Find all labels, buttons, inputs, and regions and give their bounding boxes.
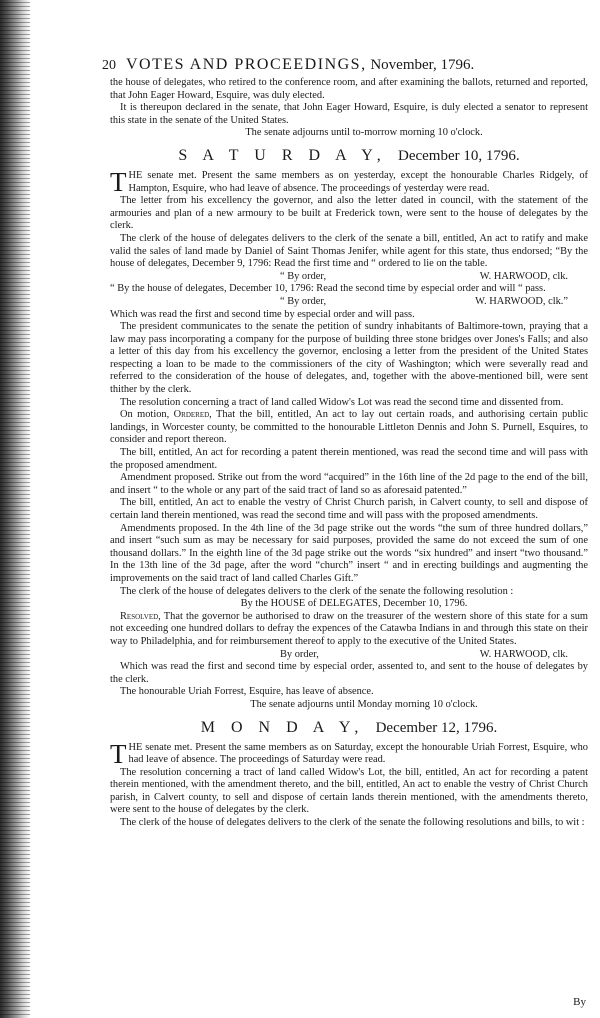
- intro-paragraph-1: the house of delegates, who retired to the conference room, and after examining the ballots, returned and reported, that John Eager Howard, Esquire, was duly elected.: [110, 77, 588, 101]
- saturday-paragraph-8-text: That the bill, entitled, An act to lay out certain roads, and authorising certain public landings, in Worcester county, be committed to the honourable Littleton Dennis and John S. Purnell, Esquires, to consider and report thereon.: [110, 409, 588, 446]
- saturday-paragraph-8-lead: On motion,: [120, 409, 170, 421]
- signature-2-right: W. HARWOOD, clk.”: [475, 295, 568, 307]
- saturday-paragraph-1-text: HE senate met. Present the same members as on yesterday, except the honourable Charles Ridgely, of Hampton, Esquire, who had leave of absence. The proceedings of yesterday were read.: [128, 169, 588, 194]
- monday-paragraph-2: The resolution concerning a tract of land called Widow's Lot, the bill, entitled, An act for recording a patent therein mentioned, with the amendment thereto, and the bill, entitled, An act to enable the vestry of Christ Church parish, in Calvert county, to sell and dispose of certain lands therein mentioned, with the amendments thereto, were sent to the house of delegates by the clerk.: [110, 766, 588, 816]
- saturday-paragraph-5: Which was read the first and second time by especial order and will pass.: [110, 308, 415, 320]
- saturday-paragraph-14: [110, 611, 588, 649]
- saturday-paragraph-14-text: That the governor be authorised to draw on the treasurer of the western shore of this state for a sum not exceeding one hundred dollars to defray the expences of the Catawba Indians in and through this state on their way to Philadelphia, and for reimbursement thereof to apply to the executive of the United States.: [110, 610, 588, 647]
- monday-paragraph-1: [110, 738, 588, 769]
- document-page: [102, 56, 588, 830]
- signature-1-left: “ By order,: [280, 270, 327, 282]
- signature-3-left: By order,: [280, 648, 319, 660]
- monday-paragraph-1-text: HE senate met. Present the same members as on Saturday, except the honourable Uriah Forrest, Esquire, who had leave of absence. The proceedings of Saturday were read.: [128, 741, 588, 766]
- saturday-paragraph-12: Amendments proposed. In the 4th line of the 3d page strike out the words “the sum of three hundred dollars,” and insert “such sum as may be necessary for said purposes, provided the same do not exceed the sum of one thousand dollars.” In the eighth line of the 3d page strike out the words “six hundred” and insert “two thousand.” In the 13th line of the 3d page, after the word “church” insert “ and in erecting buildings and augmenting the improvements on the said tract of land called Charles Gift.”: [110, 522, 588, 584]
- monday-day: M O N D A Y,: [200, 718, 365, 736]
- page-spine-shadow: [0, 0, 30, 1018]
- monday-dropcap: T: [110, 738, 127, 769]
- intro-adjourn: The senate adjourns until to-morrow morning 10 o'clock.: [245, 127, 483, 139]
- signature-3: [110, 649, 588, 662]
- ordered-label: Ordered,: [173, 409, 212, 421]
- saturday-paragraph-8: [110, 409, 588, 447]
- saturday-paragraph-7: The resolution concerning a tract of land called Widow's Lot was read the second time and dissented from.: [120, 396, 564, 408]
- page-number: 20: [102, 58, 116, 73]
- saturday-day: S A T U R D A Y,: [178, 146, 387, 164]
- saturday-paragraph-4: “ By the house of delegates, December 10, 1796: Read the second time by especial order and will “ pass.: [110, 283, 546, 295]
- signature-3-right: W. HARWOOD, clk.: [479, 648, 568, 660]
- saturday-paragraph-3: The clerk of the house of delegates delivers to the clerk of the senate a bill, entitled, An act to ratify and make valid the sales of land made by Daniel of Saint Thomas Jenifer, while agent for this state, thus endorsed; “By the house of delegates, December 9, 1796: Read the first time and “ ordered to lie on the table.: [110, 232, 588, 270]
- monday-heading: [110, 718, 588, 738]
- signature-1-right: W. HARWOOD, clk.: [479, 270, 568, 282]
- saturday-dropcap: T: [110, 166, 127, 197]
- signature-2-left: “ By order,: [280, 295, 327, 307]
- running-date: November, 1796.: [370, 57, 475, 73]
- saturday-paragraph-16: The honourable Uriah Forrest, Esquire, has leave of absence.: [120, 686, 374, 698]
- saturday-paragraph-15: Which was read the first and second time by especial order, assented to, and sent to the house of delegates by the clerk.: [110, 661, 588, 685]
- saturday-paragraph-6: The president communicates to the senate the petition of sundry inhabitants of Baltimore-town, praying that a law may pass incorporating a company for the purpose of building three stone bridges over Jones's Falls; and also a letter of this day from his excellency the governor, enclosing a letter from the president of the United States respecting a loan to be made to the commissioners of the city of Washington; which were severally read and referred to the consideration of the house of delegates, and, together with the above-mentioned bill, were sent thither by the clerk.: [110, 321, 588, 396]
- saturday-paragraph-10: Amendment proposed. Strike out from the word “acquired” in the 16th line of the 2d page to the end of the bill, and insert “ to the whole or any part of the said tract of land so as aforesaid patented.”: [110, 472, 588, 496]
- house-byline: By the HOUSE of DELEGATES, December 10, 1796.: [240, 598, 468, 610]
- saturday-heading: [110, 146, 588, 166]
- saturday-date: December 10, 1796.: [397, 147, 520, 164]
- saturday-paragraph-11: The bill, entitled, An act to enable the vestry of Christ Church parish, in Calvert county, to sell and dispose of certain land therein mentioned, was read the second time and will pass with the proposed amendments.: [110, 497, 588, 521]
- saturday-paragraph-2: The letter from his excellency the governor, and also the letter dated in council, with the statement of the armouries and plan of a new armoury to be built at Frederick town, were sent to the house of delegates by the clerk.: [110, 195, 588, 232]
- resolved-label: Resolved,: [120, 610, 161, 622]
- intro-paragraph-2: It is thereupon declared in the senate, that John Eager Howard, Esquire, is duly elected a senator to represent this state in the senate of the United States.: [110, 102, 588, 126]
- signature-1: [110, 271, 588, 284]
- page-header: [102, 56, 588, 75]
- saturday-paragraph-1: [110, 166, 588, 197]
- saturday-paragraph-9: The bill, entitled, An act for recording a patent therein mentioned, was read the second time and will pass with the proposed amendment.: [110, 447, 588, 471]
- signature-2: [110, 296, 588, 309]
- saturday-adjourn: The senate adjourns until Monday morning 10 o'clock.: [250, 698, 478, 710]
- running-title: VOTES AND PROCEEDINGS,: [126, 56, 367, 73]
- monday-date: December 12, 1796.: [375, 719, 498, 736]
- catchword: By: [573, 996, 586, 1008]
- monday-paragraph-3: The clerk of the house of delegates delivers to the clerk of the senate the following resolutions and bills, to wit :: [120, 817, 585, 829]
- saturday-paragraph-13: The clerk of the house of delegates delivers to the clerk of the senate the following resolution :: [120, 585, 514, 597]
